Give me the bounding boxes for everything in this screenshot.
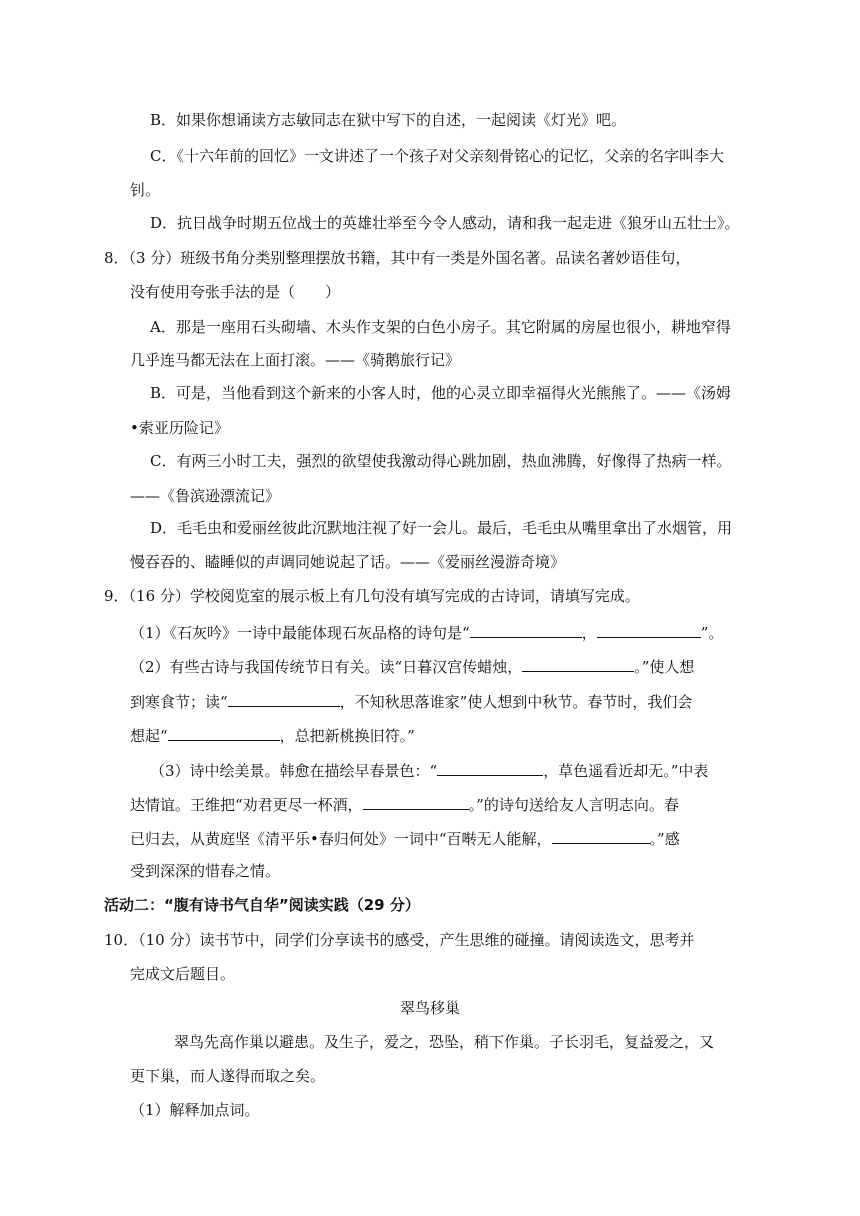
q9-part2-line2 bbox=[130, 690, 692, 712]
q9-part2-line1 bbox=[130, 655, 694, 677]
q9-part3-text-e: 已归去，从黄庭坚《清平乐•春归何处》一词中“百啭无人能解， bbox=[130, 830, 552, 848]
q9-part3-text-c: 达情谊。王维把“劝君更尽一杯酒， bbox=[130, 796, 363, 814]
fill-blank-4[interactable] bbox=[228, 690, 340, 707]
q9-part1-text-c: ”。 bbox=[700, 624, 724, 642]
activity2-heading: 活动二：“腹有诗书气自华”阅读实践（29 分） bbox=[104, 896, 420, 914]
q9-part1-text-a: （1）《石灰吟》一诗中最能体现石灰品格的诗句是“ bbox=[130, 624, 470, 642]
q9-part1 bbox=[130, 621, 723, 643]
q7-option-c-line1: C．《十六年前的回忆》一文讲述了一个孩子对父亲刻骨铭心的记忆，父亲的名字叫李大 bbox=[150, 147, 724, 165]
q8-option-b-line2: •索亚历险记》 bbox=[130, 419, 229, 437]
q9-part2-text-c: 到寒食节；读“ bbox=[130, 693, 228, 711]
q9-part3-line1 bbox=[150, 759, 708, 781]
q8-option-a-line1: A．那是一座用石头砌墙、木头作支架的白色小房子。其它附属的房屋也很小，耕地窄得 bbox=[150, 318, 731, 336]
q10-stem-line2: 完成文后题目。 bbox=[130, 965, 236, 983]
q9-part3-text-f: 。”感 bbox=[649, 830, 680, 848]
passage-body-line2: 更下巢，而人遂得而取之矣。 bbox=[130, 1067, 326, 1085]
fill-blank-2[interactable] bbox=[597, 621, 701, 638]
q9-part3-line2 bbox=[130, 793, 679, 815]
q9-part2-text-f: ，总把新桃换旧符。” bbox=[279, 727, 415, 745]
q8-option-b-line1: B．可是，当他看到这个新来的小客人时，他的心灵立即幸福得火光熊熊了。——《汤姆 bbox=[150, 384, 732, 402]
q8-option-d-line2: 慢吞吞的、瞌睡似的声调同她说起了话。——《爱丽丝漫游奇境》 bbox=[130, 553, 566, 571]
q9-part2-text-b: 。”使人想 bbox=[634, 658, 695, 676]
q9-part2-text-d: ，不知秋思落谁家”使人想到中秋节。春节时，我们会 bbox=[339, 693, 693, 711]
fill-blank-1[interactable] bbox=[470, 621, 582, 638]
q9-part2-text-a: （2）有些古诗与我国传统节日有关。读“日暮汉宫传蜡烛， bbox=[130, 658, 523, 676]
q7-option-c-line2: 钊。 bbox=[130, 181, 161, 199]
q7-option-d: D．抗日战争时期五位战士的英雄壮举至今令人感动，请和我一起走进《狼牙山五壮士》。 bbox=[150, 214, 740, 232]
q10-stem-line1: 10．（10 分）读书节中，同学们分享读书的感受，产生思维的碰撞。请阅读选文，思考并 bbox=[104, 931, 695, 949]
q10-subquestion-1: （1）解释加点词。 bbox=[130, 1101, 260, 1119]
q7-option-b: B．如果你想诵读方志敏同志在狱中写下的自述，一起阅读《灯光》吧。 bbox=[150, 111, 627, 129]
q8-stem-line1: 8．（3 分）班级书角分类别整理摆放书籍，其中有一类是外国名著。品读名著妙语佳句， bbox=[104, 249, 691, 267]
fill-blank-5[interactable] bbox=[168, 724, 280, 741]
q9-part3-line4: 受到深深的惜春之情。 bbox=[130, 862, 281, 880]
q8-option-c-line2: ——《鲁滨逊漂流记》 bbox=[130, 487, 281, 505]
fill-blank-3[interactable] bbox=[522, 655, 634, 672]
q8-stem-line2: 没有使用夸张手法的是（ ） bbox=[130, 283, 341, 301]
q9-part2-text-e: 想起“ bbox=[130, 727, 168, 745]
q9-part3-text-a: （3）诗中绘美景。韩愈在描绘早春景色：“ bbox=[150, 762, 438, 780]
fill-blank-8[interactable] bbox=[552, 827, 650, 844]
q8-option-a-line2: 几乎连马都无法在上面打滚。——《骑鹅旅行记》 bbox=[130, 351, 461, 369]
q9-part2-line3 bbox=[130, 724, 415, 746]
passage-title: 翠鸟移巢 bbox=[399, 999, 460, 1017]
q9-stem: 9．（16 分）学校阅览室的展示板上有几句没有填写完成的古诗词，请填写完成。 bbox=[104, 587, 640, 605]
passage-body-line1: 翠鸟先高作巢以避患。及生子，爱之，恐坠，稍下作巢。子长羽毛，复益爱之，又 bbox=[174, 1033, 715, 1051]
q9-part3-text-b: ，草色遥看近却无。”中表 bbox=[543, 762, 709, 780]
fill-blank-6[interactable] bbox=[437, 759, 543, 776]
q9-part3-line3 bbox=[130, 827, 680, 849]
fill-blank-7[interactable] bbox=[363, 793, 469, 810]
q8-option-d-line1: D．毛毛虫和爱丽丝彼此沉默地注视了好一会儿。最后，毛毛虫从嘴里拿出了水烟管，用 bbox=[150, 519, 733, 537]
q9-part3-text-d: 。”的诗句送给友人言明志向。春 bbox=[468, 796, 679, 814]
q8-option-c-line1: C．有两三小时工夫，强烈的欲望使我激动得心跳加剧，热血沸腾，好像得了热病一样。 bbox=[150, 452, 732, 470]
q9-part1-text-b: ， bbox=[581, 624, 597, 642]
